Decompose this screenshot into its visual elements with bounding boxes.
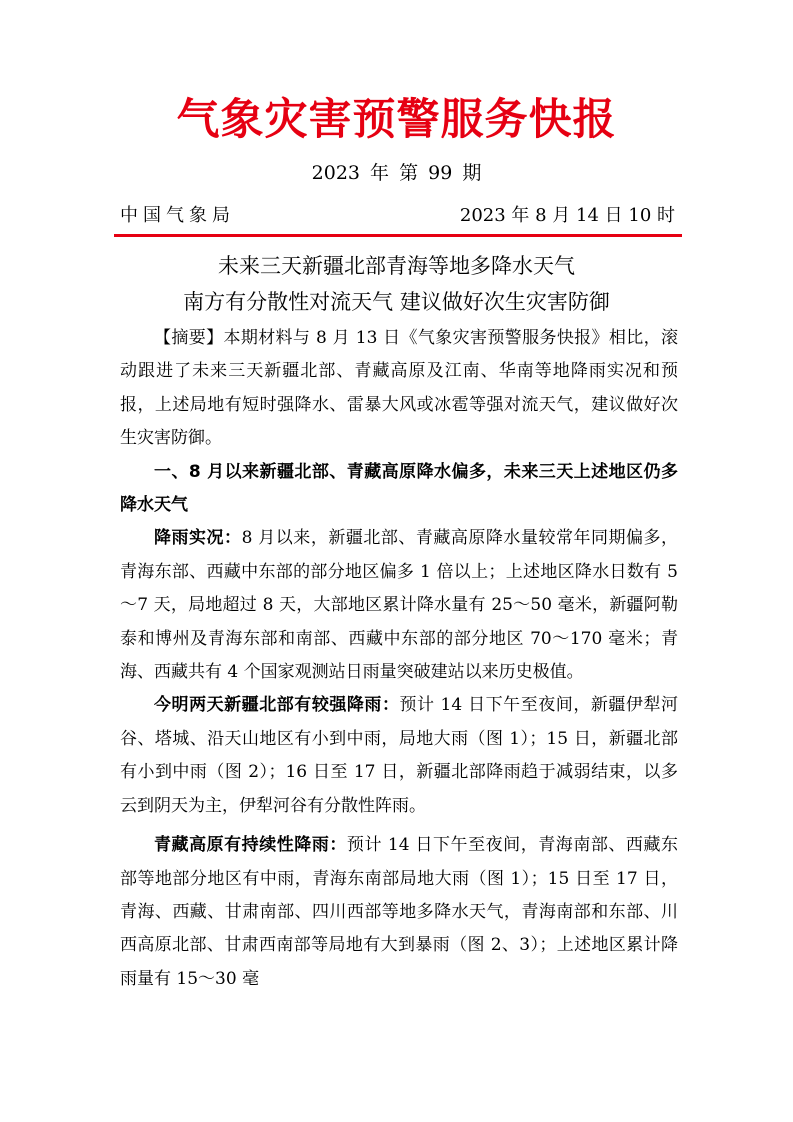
paragraph-rain-observation — [120, 522, 678, 689]
document-body — [120, 322, 678, 996]
issuer: 中国气象局 — [120, 205, 235, 226]
masthead-title: 气象灾害预警服务快报 — [176, 95, 617, 145]
abstract-text: 本期材料与 8 月 13 日《气象灾害预警服务快报》相比，滚动跟进了未来三天新疆北部、青藏高原及江南、华南等地降雨实况和预报，上述局地有短时强降水、雷暴大风或冰雹等强对流天气，建议做好次生灾害防御。 — [120, 328, 679, 449]
paragraph-lead: 今明两天新疆北部有较强降雨： — [154, 695, 400, 716]
paragraph-lead: 降雨实况： — [154, 528, 242, 549]
headline-line-2: 南方有分散性对流天气 建议做好次生灾害防御 — [183, 290, 610, 314]
paragraph-xinjiang-forecast — [120, 689, 678, 823]
abstract-label: 【摘要】 — [154, 328, 224, 348]
paragraph-lead: 青藏高原有持续性降雨： — [154, 835, 347, 856]
paragraph-text: 预计 14 日下午至夜间，青海南部、西藏东部等地部分地区有中雨，青海东南部局地大雨（图 1）；15 日至 17 日，青海、西藏、甘肃南部、四川西部等地多降水天气，青海南部和东部、川西高原北部、甘肃西南部等局地有大到暴雨（图 2、3）；上述地区累计降雨量有 15～30 毫 — [120, 835, 678, 989]
issue-number: 2023 年 第 99 期 — [311, 162, 482, 184]
issue-datetime: 2023 年 8 月 14 日 10 时 — [459, 205, 675, 226]
paragraph-text: 8 月以来，新疆北部、青藏高原降水量较常年同期偏多，青海东部、西藏中东部的部分地区偏多 1 倍以上；上述地区降水日数有 5～7 天，局地超过 8 天，大部地区累计降水量有 25～50 毫米，新疆阿勒泰和博州及青海东部和南部、西藏中东部的部分地区 70～170 毫米；青海、西藏共有 4 个国家观测站日雨量突破建站以来历史极值。 — [120, 528, 679, 683]
paragraph-text: 预计 14 日下午至夜间，新疆伊犁河谷、塔城、沿天山地区有小到中雨，局地大雨（图 1）；15 日，新疆北部有小到中雨（图 2）；16 日至 17 日，新疆北部降雨趋于减弱结束，以多云到阴天为主，伊犁河谷有分散性阵雨。 — [120, 695, 678, 816]
header-divider — [114, 234, 682, 237]
headline-line-1: 未来三天新疆北部青海等地多降水天气 — [218, 254, 575, 278]
section-heading: 一、8 月以来新疆北部、青藏高原降水偏多，未来三天上述地区仍多降水天气 — [120, 461, 678, 516]
abstract-paragraph — [120, 322, 678, 456]
paragraph-plateau-forecast — [120, 829, 678, 996]
